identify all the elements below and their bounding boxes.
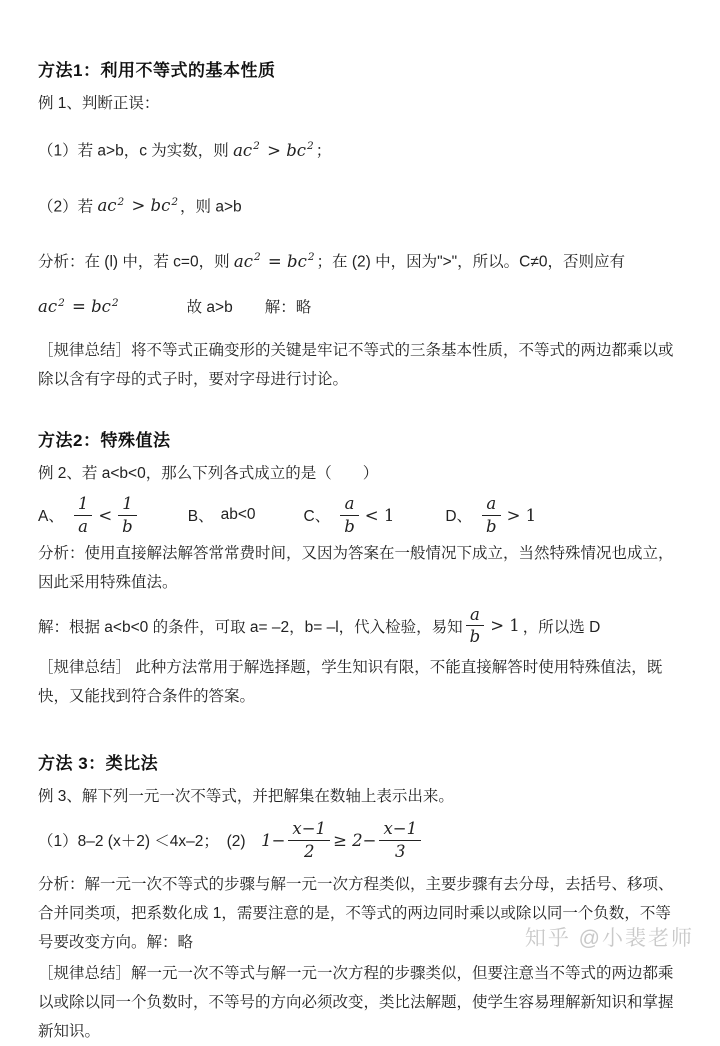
zhihu-watermark: 知乎 @小裴老师 xyxy=(524,927,694,950)
example-1-item-2 xyxy=(38,188,684,222)
text-run: ，则 a>b xyxy=(180,198,242,215)
fraction-denominator: 3 xyxy=(395,841,406,861)
analysis-1 xyxy=(38,243,684,277)
example-1-item-1 xyxy=(38,132,684,166)
text-run: ； xyxy=(315,142,332,160)
method-2-section xyxy=(38,426,684,711)
math-superscript: 2 xyxy=(253,140,260,152)
solution-2 xyxy=(38,605,684,648)
math-term: bc xyxy=(150,196,171,215)
math-superscript: 2 xyxy=(117,195,125,208)
fraction xyxy=(288,819,330,862)
fraction-numerator: a xyxy=(340,494,359,516)
option-d xyxy=(445,494,539,537)
rule-summary-1: ［规律总结］将不等式正确变形的关键是牢记不等式的三条基本性质，不等式的两边都乘以或除以含有字母的式子时，要对字母进行讨论。 xyxy=(38,342,674,388)
math-superscript: 2 xyxy=(171,195,179,208)
fraction xyxy=(379,819,421,862)
rule-summary-2: ［规律总结］ 此种方法常用于解选择题，学生知识有限，不能直接解答时使用特殊值法，既快，又能找到符合条件的答案。 xyxy=(38,659,663,706)
fraction-numerator: x−1 xyxy=(379,819,421,841)
fraction xyxy=(466,605,485,648)
math-operator: < 1 xyxy=(364,505,395,525)
method-2-heading: 方法2：特殊值法 xyxy=(38,431,171,450)
fraction-denominator: b xyxy=(469,627,481,647)
math-term: ac xyxy=(38,297,58,316)
fraction-denominator: b xyxy=(486,516,497,536)
text-run: 故 a>b xyxy=(186,299,233,316)
math-operator: > 1 xyxy=(490,616,520,636)
fraction-denominator: b xyxy=(344,516,355,536)
fraction-denominator: b xyxy=(122,516,133,536)
text-run: 解：略 xyxy=(264,299,312,316)
math-operator: > 1 xyxy=(506,505,537,525)
math-expression xyxy=(234,252,317,271)
option-label: A、 xyxy=(38,508,64,526)
fraction xyxy=(118,494,137,537)
math-term: bc xyxy=(286,140,306,160)
method-1-heading: 方法1：利用不等式的基本性质 xyxy=(38,61,276,80)
text-run: 解：根据 a<b<0 的条件，可取 a= –2，b= –l，代入检验，易知 xyxy=(38,618,463,636)
conclusion-1 xyxy=(38,289,684,323)
fraction-denominator: 2 xyxy=(303,841,315,861)
text-run: （2）若 xyxy=(38,198,98,215)
fraction-numerator: x−1 xyxy=(288,819,330,841)
text-run: ，所以选 D xyxy=(522,618,601,636)
example-2-label: 例 2、若 a<b<0，那么下列各式成立的是（ ） xyxy=(38,465,379,482)
math-superscript: 2 xyxy=(307,251,315,263)
option-c xyxy=(304,494,398,537)
math-term: ac xyxy=(233,251,253,271)
math-term: bc xyxy=(91,297,111,316)
math-expression xyxy=(233,141,316,160)
method-3-heading: 方法 3：类比法 xyxy=(38,754,159,774)
option-label: D、 xyxy=(445,508,473,526)
example-3-label: 例 3、解下列一元一次不等式，并把解集在数轴上表示出来。 xyxy=(38,788,454,806)
text-run: 分析：在 (l) 中，若 c=0，则 xyxy=(38,253,234,271)
math-operator: = xyxy=(66,297,92,316)
math-operator: > xyxy=(126,196,151,215)
text-run: ab<0 xyxy=(220,506,256,524)
fraction-numerator: a xyxy=(466,605,485,627)
text-run: ；在 (2) 中，因为">"，所以。C≠0，否则应有 xyxy=(316,253,625,271)
math-operator: ≥ 2− xyxy=(333,830,377,850)
analysis-2: 分析：使用直接解法解答常常费时间，又因为答案在一般情况下成立，当然特殊情况也成立，因此采用特殊值法。 xyxy=(38,544,674,591)
fraction-numerator: a xyxy=(482,494,501,516)
option-label: C、 xyxy=(303,508,331,526)
method-3-section xyxy=(38,749,684,1046)
fraction-numerator: 1 xyxy=(74,494,93,516)
fraction xyxy=(74,494,93,537)
text-run: （1）8–2 (x＋2) ＜4x–2； (2) xyxy=(38,833,262,851)
math-operator: < xyxy=(98,505,113,525)
math-term: ac xyxy=(233,140,253,160)
example-1-label: 例 1、判断正误： xyxy=(38,95,160,112)
option-b xyxy=(188,504,256,526)
math-operator: > xyxy=(261,140,287,160)
math-term: ac xyxy=(97,196,117,215)
math-operator: = xyxy=(262,251,288,271)
fraction xyxy=(482,494,501,537)
example-3-items xyxy=(38,819,684,862)
math-superscript: 2 xyxy=(307,140,314,152)
analysis-3: 分析：解一元一次不等式的步骤与解一元一次方程类似，主要步骤有去分母，去括号、移项、合并同类项，把系数化成 1，需要注意的是，不等式的两边同时乘以或除以同一个负数，不等号要改变方向。解：略 xyxy=(38,875,674,951)
options-row xyxy=(38,494,684,537)
math-expression xyxy=(97,196,180,215)
math-superscript: 2 xyxy=(58,296,65,309)
math-superscript: 2 xyxy=(111,296,119,309)
math-term: 1− xyxy=(261,830,286,850)
fraction-numerator: 1 xyxy=(118,494,137,516)
method-1-section xyxy=(38,56,684,394)
option-a xyxy=(38,494,140,537)
math-superscript: 2 xyxy=(254,251,261,263)
math-term: bc xyxy=(287,251,307,271)
math-expression xyxy=(38,297,121,316)
option-label: B、 xyxy=(187,508,214,526)
rule-summary-3: ［规律总结］解一元一次不等式与解一元一次方程的步骤类似，但要注意当不等式的两边都乘以或除以同一个负数时，不等号的方向必须改变，类比法解题，使学生容易理解新知识和掌握新知识。 xyxy=(38,964,674,1040)
fraction-denominator: a xyxy=(78,516,89,536)
fraction xyxy=(340,494,359,537)
text-run: （1）若 a>b，c 为实数，则 xyxy=(38,142,234,160)
